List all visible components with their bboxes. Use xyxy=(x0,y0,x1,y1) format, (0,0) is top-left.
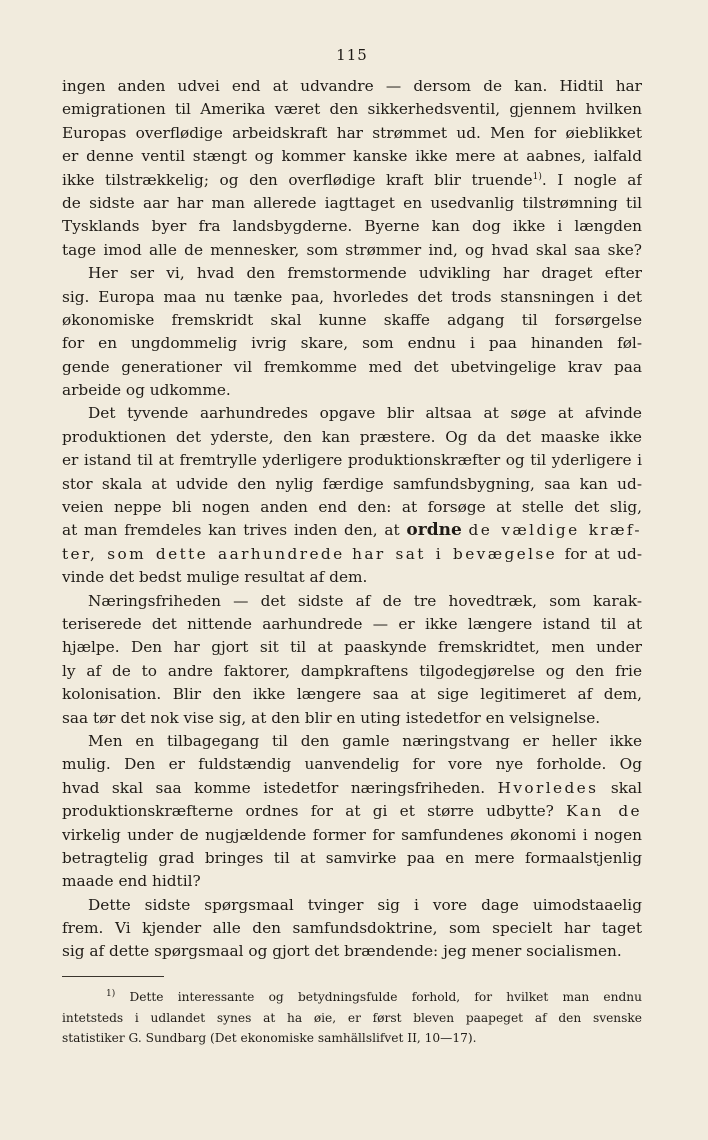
text-line: betragtelig grad bringes til at samvirke paa en mere formaalstjenlig xyxy=(62,848,642,867)
text-line: Det tyvende aarhundredes opgave blir altsaa at søge at afvinde xyxy=(88,404,642,423)
text-segment: skal xyxy=(610,778,642,797)
text-line: Tysklands byer fra landsbygderne. Byerne kan dog ikke i længden xyxy=(62,217,642,236)
text-segment: produktionskræfterne ordnes for at gi et større udbytte? xyxy=(62,802,554,821)
text-segment: at man fremdeles kan trives inden den, at xyxy=(62,521,407,540)
text-line: Næringsfriheden — det sidste af de tre hovedtræk, som karak- xyxy=(88,591,642,610)
footnote-reference: 1) xyxy=(532,171,542,182)
text-line: sig af dette spørgsmaal og gjort det brændende: jeg mener socialismen. xyxy=(62,942,622,961)
text-line: maade end hidtil? xyxy=(62,872,201,891)
text-line: sig. Europa maa nu tænke paa, hvorledes det trods stansningen i det xyxy=(62,287,642,306)
main-text xyxy=(62,75,642,964)
text-line: kolonisation. Blir den ikke længere saa at sige legitimeret af dem, xyxy=(62,685,642,704)
spaced-text: har sat i bevægelse xyxy=(352,544,558,563)
text-line: de sidste aar har man allerede iagttaget en usedvanlig tilstrømning til xyxy=(62,193,642,212)
footnote-marker: 1) xyxy=(106,988,116,999)
text-line: for en ungdommelig ivrig skare, som endnu i paa hinanden føl- xyxy=(62,334,642,353)
footnote-divider xyxy=(62,976,164,977)
spaced-text: ter, som dette aarhundrede xyxy=(62,544,345,563)
footnote xyxy=(62,987,642,1049)
text-segment: for at ud- xyxy=(564,544,642,563)
text-line: Men en tilbagegang til den gamle næringstvang er heller ikke xyxy=(88,731,642,750)
footnote-line: intetsteds i udlandet synes at ha øie, er først bleven paapeget af den svenske xyxy=(62,1010,642,1025)
text-line xyxy=(62,519,642,542)
text-segment: Dette interessante og betydningsfulde forhold, for hvilket man endnu xyxy=(129,989,642,1004)
text-line: vinde det bedst mulige resultat af dem. xyxy=(62,568,368,587)
text-line: frem. Vi kjender alle den samfundsdoktrine, som specielt har taget xyxy=(62,919,642,938)
spaced-text: Kan de xyxy=(566,802,642,821)
text-line xyxy=(62,543,642,566)
spaced-text: Hvorledes xyxy=(497,778,599,797)
emphasized-word: ordne xyxy=(406,520,462,541)
text-line xyxy=(62,777,642,800)
page-number: 115 xyxy=(336,46,368,64)
text-line: Her ser vi, hvad den fremstormende udvikling har draget efter xyxy=(88,264,642,283)
text-line: Europas overflødige arbeidskraft har strømmet ud. Men for øieblikket xyxy=(62,123,642,142)
text-line xyxy=(62,800,642,823)
text-line: stor skala at udvide den nylig færdige samfundsbygning, saa kan ud- xyxy=(62,474,642,493)
text-line: arbeide og udkomme. xyxy=(62,381,231,400)
text-line: økonomiske fremskridt skal kunne skaffe adgang til forsørgelse xyxy=(62,310,642,329)
text-line: teriserede det nittende aarhundrede — er ikke længere istand til at xyxy=(62,614,642,633)
text-line: produktionen det yderste, den kan præstere. Og da det maaske ikke xyxy=(62,427,642,446)
text-line: veien neppe bli nogen anden end den: at forsøge at stelle det slig, xyxy=(62,498,642,517)
text-line: mulig. Den er fuldstændig uanvendelig for vore nye forholde. Og xyxy=(62,755,642,774)
spaced-text: de vældige kræf- xyxy=(468,521,642,540)
text-line: emigrationen til Amerika været den sikkerhedsventil, gjennem hvilken xyxy=(62,100,642,119)
text-segment: . I nogle af xyxy=(541,170,642,189)
text-line: er denne ventil stængt og kommer kanske ikke mere at aabnes, ialfald xyxy=(62,147,642,166)
text-line: saa tør det nok vise sig, at den blir en uting istedetfor en velsignelse. xyxy=(62,708,601,727)
text-line: virkelig under de nugjældende former for samfundenes økonomi i nogen xyxy=(62,825,642,844)
text-line: ingen anden udvei end at udvandre — dersom de kan. Hidtil har xyxy=(62,77,642,95)
text-segment: hvad skal saa komme istedetfor næringsfriheden. xyxy=(62,778,486,797)
footnote-line: statistiker G. Sundbarg (Det ekonomiske samhällslifvet II, 10—17). xyxy=(62,1031,477,1046)
text-line: er istand til at fremtrylle yderligere produktionskræfter og til yderligere i xyxy=(62,451,642,470)
text-line xyxy=(62,169,642,192)
text-line: Dette sidste spørgsmaal tvinger sig i vore dage uimodstaaelig xyxy=(88,895,642,914)
text-line: tage imod alle de mennesker, som strømmer ind, og hvad skal saa ske? xyxy=(62,240,642,259)
text-line: ly af de to andre faktorer, dampkraftens tilgodegjørelse og den frie xyxy=(62,661,642,680)
text-line: hjælpe. Den har gjort sit til at paaskynde fremskridtet, men under xyxy=(62,638,642,657)
text-line: gende generationer vil fremkomme med det ubetvingelige krav paa xyxy=(62,357,642,376)
text-segment: ikke tilstrækkelig; og den overflødige kraft blir truende xyxy=(62,170,533,189)
footnote-line xyxy=(62,987,642,1008)
